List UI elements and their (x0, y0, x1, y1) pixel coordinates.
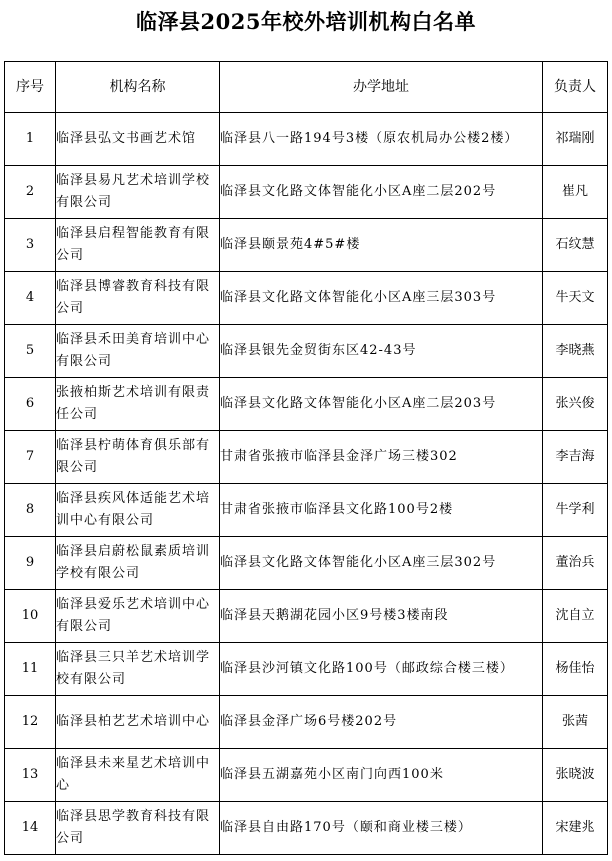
table-row (5, 643, 608, 696)
cell-person: 张晓波 (543, 749, 608, 802)
cell-name: 临泽县弘文书画艺术馆 (56, 113, 220, 166)
cell-name: 临泽县三只羊艺术培训学校有限公司 (56, 643, 220, 696)
table-header-row (5, 62, 608, 113)
cell-name: 临泽县柠萌体育俱乐部有限公司 (56, 431, 220, 484)
cell-person: 牛天文 (543, 272, 608, 325)
cell-index: 13 (5, 749, 56, 802)
cell-name: 张掖柏斯艺术培训有限责任公司 (56, 378, 220, 431)
document-title: 临泽县2025年校外培训机构白名单 (136, 9, 476, 34)
cell-address: 临泽县自由路170号（颐和商业楼三楼） (220, 802, 543, 855)
cell-name: 临泽县疾风体适能艺术培训中心有限公司 (56, 484, 220, 537)
cell-address: 临泽县颐景苑4#5#楼 (220, 219, 543, 272)
table-row (5, 590, 608, 643)
cell-person: 石纹慧 (543, 219, 608, 272)
cell-name: 临泽县启程智能教育有限公司 (56, 219, 220, 272)
table-row (5, 749, 608, 802)
table-row (5, 378, 608, 431)
whitelist-table (4, 61, 608, 855)
cell-name: 临泽县思学教育科技有限公司 (56, 802, 220, 855)
cell-name: 临泽县启蔚松鼠素质培训学校有限公司 (56, 537, 220, 590)
cell-address: 临泽县文化路文体智能化小区A座二层202号 (220, 166, 543, 219)
cell-index: 3 (5, 219, 56, 272)
cell-person: 祁瑞刚 (543, 113, 608, 166)
table-row (5, 537, 608, 590)
table-row (5, 802, 608, 855)
cell-name: 临泽县柏艺艺术培训中心 (56, 696, 220, 749)
cell-person: 董治兵 (543, 537, 608, 590)
cell-index: 11 (5, 643, 56, 696)
cell-index: 9 (5, 537, 56, 590)
cell-person: 李吉海 (543, 431, 608, 484)
cell-index: 10 (5, 590, 56, 643)
cell-person: 崔凡 (543, 166, 608, 219)
table-row (5, 272, 608, 325)
table-row (5, 219, 608, 272)
cell-name: 临泽县未来星艺术培训中心 (56, 749, 220, 802)
header-name: 机构名称 (56, 62, 220, 113)
cell-person: 沈自立 (543, 590, 608, 643)
cell-address: 临泽县八一路194号3楼（原农机局办公楼2楼） (220, 113, 543, 166)
cell-address: 临泽县银先金贸街东区42-43号 (220, 325, 543, 378)
cell-address: 临泽县沙河镇文化路100号（邮政综合楼三楼） (220, 643, 543, 696)
cell-name: 临泽县禾田美育培训中心有限公司 (56, 325, 220, 378)
cell-person: 张兴俊 (543, 378, 608, 431)
cell-index: 4 (5, 272, 56, 325)
header-address: 办学地址 (220, 62, 543, 113)
cell-address: 临泽县文化路文体智能化小区A座三层303号 (220, 272, 543, 325)
table-row (5, 325, 608, 378)
cell-index: 14 (5, 802, 56, 855)
table-row (5, 696, 608, 749)
header-person: 负责人 (543, 62, 608, 113)
header-index: 序号 (5, 62, 56, 113)
cell-person: 杨佳怡 (543, 643, 608, 696)
cell-index: 6 (5, 378, 56, 431)
table-row (5, 484, 608, 537)
cell-index: 5 (5, 325, 56, 378)
cell-index: 1 (5, 113, 56, 166)
cell-index: 7 (5, 431, 56, 484)
table-row (5, 113, 608, 166)
cell-index: 12 (5, 696, 56, 749)
cell-address: 临泽县文化路文体智能化小区A座二层203号 (220, 378, 543, 431)
cell-index: 2 (5, 166, 56, 219)
cell-address: 临泽县天鹅湖花园小区9号楼3楼南段 (220, 590, 543, 643)
cell-index: 8 (5, 484, 56, 537)
cell-address: 临泽县文化路文体智能化小区A座三层302号 (220, 537, 543, 590)
table-row (5, 431, 608, 484)
cell-address: 甘肃省张掖市临泽县文化路100号2楼 (220, 484, 543, 537)
cell-address: 临泽县五湖嘉苑小区南门向西100米 (220, 749, 543, 802)
table-row (5, 166, 608, 219)
cell-person: 宋建兆 (543, 802, 608, 855)
cell-person: 牛学利 (543, 484, 608, 537)
cell-person: 张茜 (543, 696, 608, 749)
cell-name: 临泽县易凡艺术培训学校有限公司 (56, 166, 220, 219)
cell-name: 临泽县爱乐艺术培训中心有限公司 (56, 590, 220, 643)
cell-person: 李晓燕 (543, 325, 608, 378)
cell-address: 甘肃省张掖市临泽县金泽广场三楼302 (220, 431, 543, 484)
cell-name: 临泽县博睿教育科技有限公司 (56, 272, 220, 325)
cell-address: 临泽县金泽广场6号楼202号 (220, 696, 543, 749)
